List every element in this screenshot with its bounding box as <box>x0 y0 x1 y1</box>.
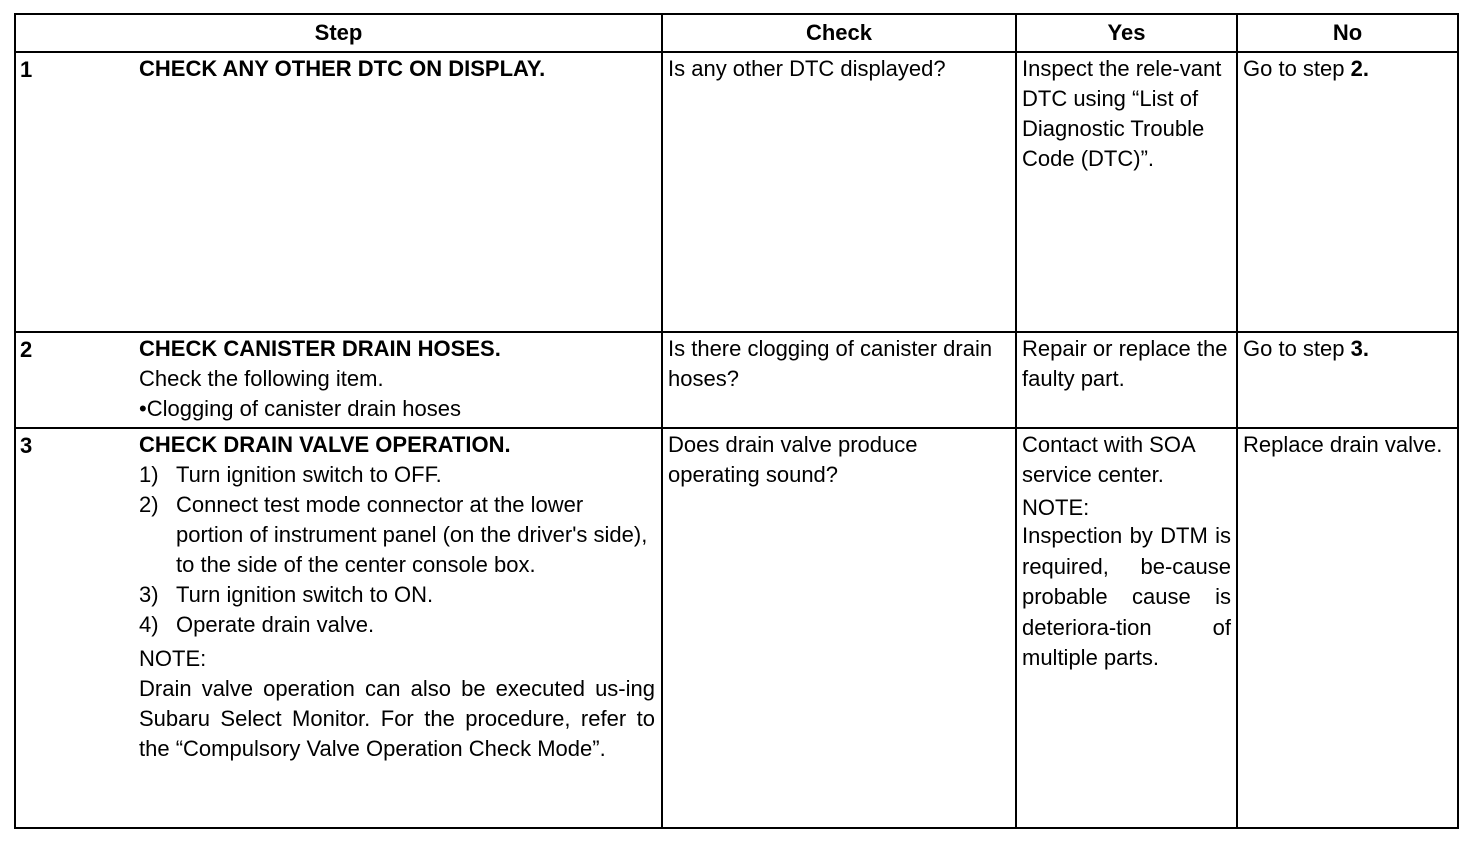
procedure-number: 2) <box>139 492 159 517</box>
yes-text: Repair or replace the faulty part. <box>1022 336 1228 391</box>
no-cell <box>1237 332 1458 428</box>
yes-text: Contact with SOA service center. <box>1022 432 1195 487</box>
note-label: NOTE: <box>139 646 207 671</box>
procedure-text: Operate drain valve. <box>176 612 375 637</box>
step-title: CHECK ANY OTHER DTC ON DISPLAY. <box>139 56 546 81</box>
no-prefix: Go to step <box>1243 56 1351 81</box>
procedure-number: 4) <box>139 612 159 637</box>
check-cell <box>662 332 1016 428</box>
procedure-list <box>139 460 655 640</box>
note-text: Drain valve operation can also be executed us-ing Subaru Select Monitor. For the procedure, refer to the “Compulsory Valve Operation Check Mode”. <box>139 676 655 761</box>
table-row <box>15 332 1458 428</box>
diagnostic-table <box>14 13 1459 829</box>
yes-cell <box>1016 52 1237 332</box>
step-number: 3 <box>20 433 33 458</box>
header-no: No <box>1237 14 1458 52</box>
no-cell <box>1237 52 1458 332</box>
procedure-item <box>139 490 655 580</box>
procedure-text: Turn ignition switch to ON. <box>176 582 434 607</box>
no-step-ref: 3. <box>1350 336 1369 361</box>
no-text <box>1238 53 1457 84</box>
no-prefix: Go to step <box>1243 336 1351 361</box>
yes-note-text: Inspection by DTM is required, be-cause probable cause is deteriora-tion of multiple parts. <box>1022 523 1231 670</box>
step-title: CHECK CANISTER DRAIN HOSES. <box>139 336 501 361</box>
no-text: Replace drain valve. <box>1243 432 1443 457</box>
procedure-number: 1) <box>139 462 159 487</box>
procedure-item <box>139 460 655 490</box>
no-text <box>1238 333 1457 364</box>
step-cell <box>15 428 662 828</box>
check-text: Is any other DTC displayed? <box>668 56 946 81</box>
yes-text: Inspect the rele-vant DTC using “List of Diagnostic Trouble Code (DTC)”. <box>1022 56 1222 171</box>
procedure-text: Connect test mode connector at the lower portion of instrument panel (on the driver's side), to the side of the center console box. <box>176 492 648 577</box>
no-cell <box>1237 428 1458 828</box>
yes-cell <box>1016 428 1237 828</box>
check-cell <box>662 52 1016 332</box>
no-step-ref: 2. <box>1350 56 1369 81</box>
procedure-item <box>139 610 655 640</box>
step-title: CHECK DRAIN VALVE OPERATION. <box>139 432 511 457</box>
procedure-item <box>139 580 655 610</box>
header-check: Check <box>662 14 1016 52</box>
check-cell <box>662 428 1016 828</box>
step-cell <box>15 332 662 428</box>
step-bullet: •Clogging of canister drain hoses <box>139 396 461 421</box>
step-number: 2 <box>20 337 33 362</box>
check-text: Does drain valve produce operating sound? <box>668 432 918 487</box>
header-row <box>15 14 1458 52</box>
procedure-number: 3) <box>139 582 159 607</box>
step-instruction: Check the following item. <box>139 366 384 391</box>
yes-cell <box>1016 332 1237 428</box>
procedure-text: Turn ignition switch to OFF. <box>176 462 442 487</box>
header-yes: Yes <box>1016 14 1237 52</box>
yes-note-label: NOTE: <box>1022 495 1090 520</box>
check-text: Is there clogging of canister drain hoses? <box>668 336 993 391</box>
table-row <box>15 428 1458 828</box>
step-number: 1 <box>20 57 33 82</box>
table-row <box>15 52 1458 332</box>
step-cell <box>15 52 662 332</box>
header-step: Step <box>15 14 662 52</box>
